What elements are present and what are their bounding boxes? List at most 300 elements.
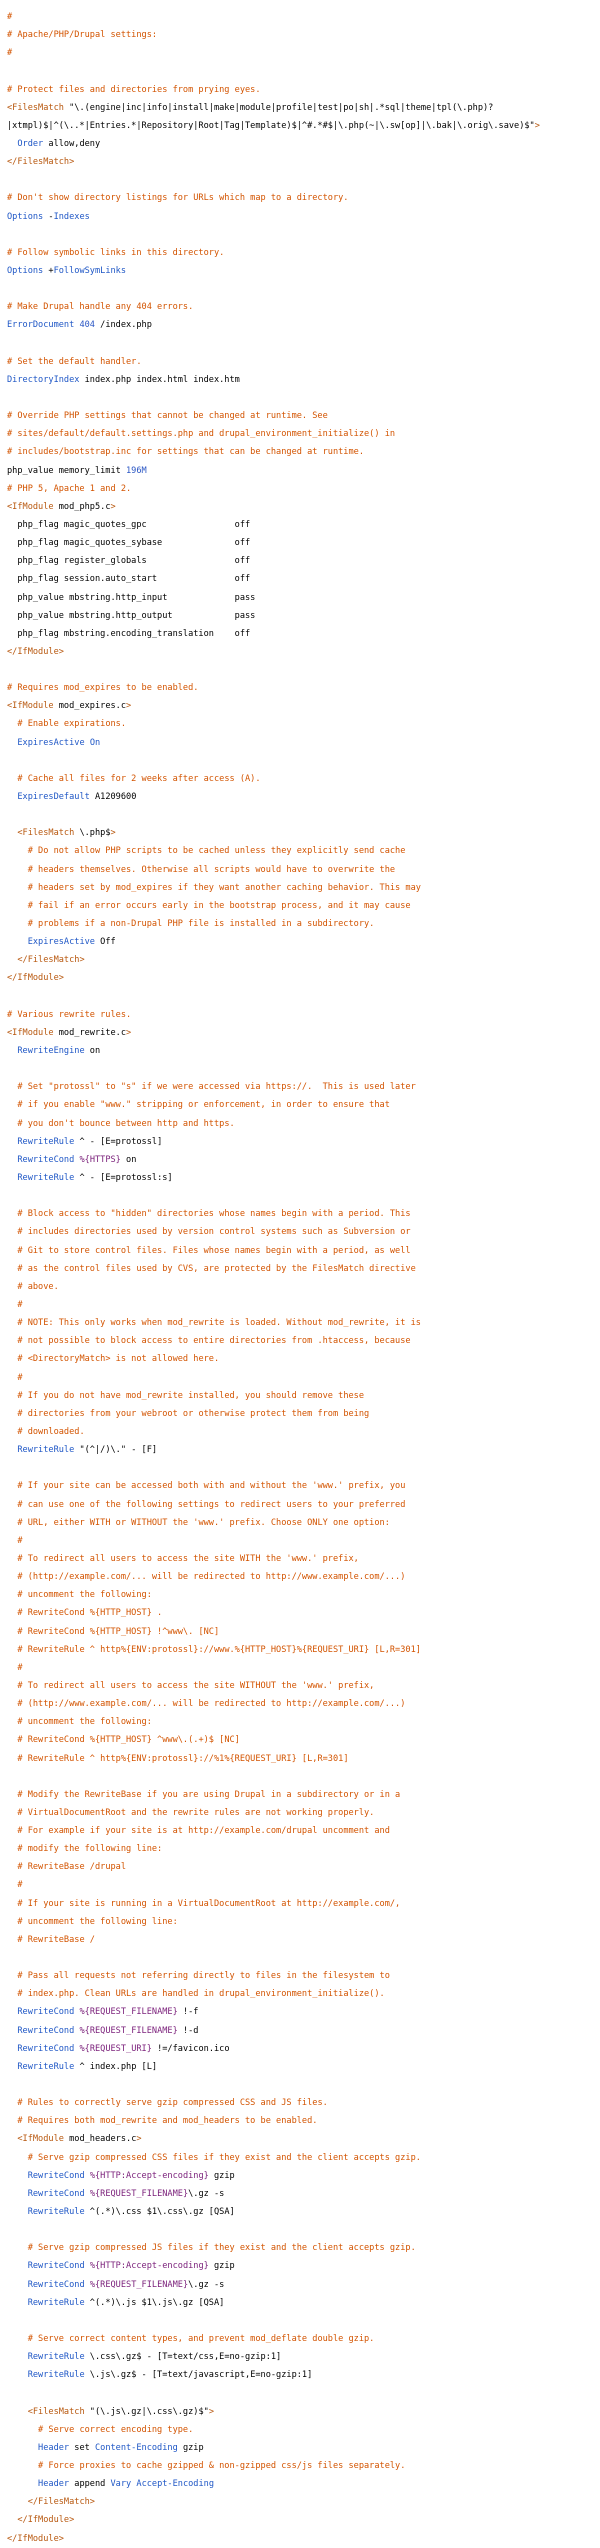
code-line [7,861,590,879]
text-token: gzip [208,2261,235,2272]
code-line [7,1096,590,1114]
text-token [7,937,28,947]
text-token [7,792,17,802]
tag-token: <IfModule [7,701,54,712]
code-line [7,1496,590,1514]
code-line [7,2330,590,2348]
text-token: "\.(engine|inc|info|install|make|module|profile|test|po|sh|.*sql|theme|tpl(\.php)? [63,102,494,113]
text-token [7,1935,17,1945]
text-token: ^(.*)\.js $1\.js\.gz [QSA] [84,2297,225,2308]
text-token [7,1645,17,1655]
comment-token: # fail if an error occurs early in the bootstrap process, and it may cause [27,900,411,911]
code-line [7,1187,590,1205]
comment-token: # not possible to block access to entire directories from .htaccess, because [17,1336,411,1347]
tag-token: </IfModule> [7,2533,64,2544]
text-token [7,2425,38,2435]
comment-token: # Cache all files for 2 weeks after access (A). [17,773,261,784]
code-line [7,1260,590,1278]
text-token: |xtmpl)$|^(\..*|Entries.*|Repository|Root|Tag|Template)$|^#.*#$|\.php(~|\.sw[op]|\.bak|\.orig\.save)$" [7,120,535,131]
comment-token: # Set the default handler. [7,356,142,367]
code-line [7,1967,590,1985]
code-line [7,1115,590,1133]
code-line [7,879,590,897]
code-line [7,1332,590,1350]
text-token: mod_php5.c [53,501,111,512]
text-token [7,1754,17,1764]
text-token [7,2352,28,2362]
tag-token: <FilesMatch [7,102,64,113]
code-line [7,226,590,244]
tag-token: <IfModule [7,501,54,512]
text-token: php_value memory_limit [7,465,126,476]
text-token [7,1536,17,1546]
comment-token: # Serve gzip compressed JS files if they exist and the client accepts gzip. [27,2243,416,2254]
text-token [7,1481,17,1491]
code-line [7,2493,590,2511]
text-token: Off [94,937,116,948]
code-line [7,1169,590,1187]
directive-token: RewriteRule [17,2061,75,2072]
comment-token: # if you enable "www." stripping or enforcement, in order to ensure that [17,1100,390,1111]
code-line [7,1423,590,1441]
directive-token: RewriteEngine [17,1046,85,1057]
text-token [7,2497,28,2507]
code-line [7,1078,590,1096]
text-token [7,1082,17,1092]
code-line [7,1133,590,1151]
comment-token: # can use one of the following settings to redirect users to your preferred [17,1499,406,1510]
code-line [7,99,590,117]
variable-token: %{REQUEST_FILENAME} [79,2007,178,2018]
text-token [7,139,17,149]
comment-token: # RewriteCond %{HTTP_HOST} . [17,1608,163,1619]
code-line [7,752,590,770]
comment-token: # [7,48,13,59]
tag-token: > [126,701,132,712]
text-token: gzip [208,2170,235,2181]
comment-token: # index.php. Clean URLs are handled in drupal_environment_initialize(). [17,1989,385,2000]
directive-token: RewriteCond [27,2170,85,2181]
code-line [7,2203,590,2221]
text-token: set [69,2442,95,2453]
code-line [7,425,590,443]
comment-token: # includes directories used by version control systems such as Subversion or [17,1227,411,1238]
text-token: ^ - [E=protossl:s] [74,1173,173,1183]
directive-token: RewriteCond [17,1154,75,1165]
tag-token: <IfModule [7,1027,54,1038]
code-line [7,280,590,298]
code-line [7,988,590,1006]
text-token [7,1681,17,1691]
code-line [7,1441,590,1459]
code-line [7,2276,590,2294]
comment-token: # (http://example.com/... will be redirected to http://www.example.com/...) [17,1572,406,1583]
code-line [7,2058,590,2076]
text-token: \.gz -s [188,2188,225,2199]
code-line [7,26,590,44]
text-token [7,1717,17,1727]
comment-token: # If you do not have mod_rewrite installed, you should remove these [17,1390,365,1401]
text-token: append [69,2479,111,2490]
code-line [7,715,590,733]
comment-token: # Serve gzip compressed CSS files if they exist and the client accepts gzip. [27,2152,421,2163]
comment-token: # Set "protossl" to "s" if we were accessed via https://. This is used later [17,1082,416,1093]
text-token [7,1899,17,1909]
code-line [7,2421,590,2439]
text-token [7,2334,28,2344]
comment-token: # RewriteRule ^ http%{ENV:protossl}://www.%{HTTP_HOST}%{REQUEST_URI} [L,R=301] [17,1644,421,1655]
directive-token: FollowSymLinks [53,265,127,276]
text-token [7,2171,28,2181]
text-token [7,1264,17,1274]
comment-token: # directories from your webroot or otherwise protect them from being [17,1408,370,1419]
text-token [7,1844,17,1854]
code-line [7,1731,590,1749]
comment-token: # uncomment the following line: [17,1916,178,1927]
comment-token: # uncomment the following: [17,1717,152,1728]
text-token [7,1572,17,1582]
text-token [7,2515,17,2525]
text-token: !-f [177,2007,199,2018]
comment-token: # If your site can be accessed both with and without the 'www.' prefix, you [17,1481,406,1492]
code-line [7,1151,590,1169]
code-line [7,1913,590,1931]
text-token [7,2189,28,2199]
directive-token: RewriteCond [27,2188,85,2199]
text-token [7,2098,17,2108]
code-line [7,1949,590,1967]
code-line [7,353,590,371]
text-token [7,1808,17,1818]
text-token [7,1608,17,1618]
text-token [7,846,28,856]
code-line [7,2185,590,2203]
code-line [7,1532,590,1550]
text-token: mod_rewrite.c [53,1027,127,1038]
directive-token: RewriteCond [27,2279,85,2290]
code-line [7,2511,590,2529]
text-token: php_flag register_globals off [7,556,251,567]
code-line [7,1822,590,1840]
code-line [7,2022,590,2040]
tag-token: > [136,2134,142,2145]
code-line [7,806,590,824]
text-token [7,1373,17,1383]
text-token: \.php$ [74,828,111,839]
code-line [7,897,590,915]
comment-token: # RewriteRule ^ http%{ENV:protossl}://%1%{REQUEST_URI} [L,R=301] [17,1753,349,1764]
code-line [7,1350,590,1368]
code-line [7,933,590,951]
comment-token: # Override PHP settings that cannot be changed at runtime. See [7,411,328,422]
text-token [7,738,17,748]
text-token [7,865,28,875]
comment-token: # includes/bootstrap.inc for settings that can be changed at runtime. [7,447,364,458]
code-line [7,2294,590,2312]
comment-token: # Pass all requests not referring directly to files in the filesystem to [17,1971,390,1982]
text-token: ^ - [E=protossl] [74,1136,163,1147]
code-line [7,244,590,262]
text-token: !=/favicon.ico [151,2043,230,2054]
comment-token: # uncomment the following: [17,1590,152,1601]
code-line [7,1623,590,1641]
directive-token: RewriteCond [17,2025,75,2036]
comment-token: # [17,1299,23,1310]
tag-token: <FilesMatch [27,2406,85,2417]
code-line [7,1876,590,1894]
code-line [7,1768,590,1786]
tag-token: </IfModule> [7,973,64,984]
directive-token: Order [17,138,44,149]
code-line [7,2439,590,2457]
code-line [7,770,590,788]
code-line [7,516,590,534]
text-token: mod_expires.c [53,701,127,712]
code-line [7,2094,590,2112]
text-token [7,2134,17,2144]
text-token: ^ index.php [L] [74,2061,158,2072]
directive-token: DirectoryIndex [7,374,80,385]
comment-token: # PHP 5, Apache 1 and 2. [7,483,132,494]
code-line [7,1604,590,1622]
comment-token: # you don't bounce between http and https. [17,1118,235,1129]
text-token [7,2026,17,2036]
directive-token: Header [38,2442,70,2453]
text-token [7,1046,17,1056]
variable-token: %{REQUEST_FILENAME} [89,2188,189,2199]
text-token: !-d [177,2025,199,2036]
number-token: 196M [126,465,147,476]
directive-token: RewriteCond [27,2261,85,2272]
text-token: /index.php [94,320,152,331]
code-line [7,298,590,316]
variable-token: %{REQUEST_FILENAME} [79,2025,178,2036]
text-token [7,2479,38,2489]
text-token [7,1409,17,1419]
directive-token: Header [38,2479,70,2490]
code-line [7,2167,590,2185]
text-token [7,1227,17,1237]
code-line [7,153,590,171]
code-line [7,534,590,552]
code-line [7,1060,590,1078]
text-token: - [43,211,54,222]
tag-token: > [110,828,116,839]
text-token [7,1209,17,1219]
text-token [7,2116,17,2126]
text-token [7,1989,17,1999]
code-line [7,643,590,661]
text-token [7,1917,17,1927]
code-line [7,1641,590,1659]
code-line [7,407,590,425]
code-line [7,44,590,62]
text-token [7,1155,17,1165]
code-line [7,2221,590,2239]
text-token [7,1518,17,1528]
comment-token: # Block access to "hidden" directories whose names begin with a period. This [17,1209,411,1220]
text-token [7,883,28,893]
directive-token: Content-Encoding [94,2442,178,2453]
text-token [7,1427,17,1437]
comment-token: # RewriteCond %{HTTP_HOST} ^www\.(.+)$ [NC] [17,1735,240,1746]
comment-token: # For example if your site is at http://example.com/drupal uncomment and [17,1826,390,1837]
code-line [7,81,590,99]
code-line [7,1677,590,1695]
code-line [7,1205,590,1223]
directive-token: RewriteRule [27,2297,85,2308]
code-line [7,2530,590,2548]
comment-token: # Do not allow PHP scripts to be cached unless they explicitly send cache [27,846,406,857]
text-token [7,774,17,784]
code-line [7,2149,590,2167]
text-token [7,1862,17,1872]
text-token [7,1246,17,1256]
code-line [7,2475,590,2493]
comment-token: # downloaded. [17,1426,85,1437]
directive-token: ExpiresDefault [17,792,90,803]
text-token [7,1100,17,1110]
comment-token: # VirtualDocumentRoot and the rewrite rules are not working properly. [17,1807,375,1818]
tag-token: > [126,1027,132,1038]
code-line [7,1477,590,1495]
text-token: \.gz -s [188,2279,225,2290]
text-token [7,1318,17,1328]
comment-token: # [17,1662,23,1673]
code-line [7,734,590,752]
text-token: \.css\.gz$ - [T=text/css,E=no-gzip:1] [84,2352,282,2363]
comment-token: # Modify the RewriteBase if you are using Drupal in a subdirectory or in a [17,1789,401,1800]
code-line [7,607,590,625]
code-line [7,2040,590,2058]
code-line [7,1985,590,2003]
text-token [7,1500,17,1510]
comment-token: # URL, either WITH or WITHOUT the 'www.' prefix. Choose ONLY one option: [17,1517,390,1528]
comment-token: # Protect files and directories from prying eyes. [7,84,261,95]
code-line [7,1568,590,1586]
code-line [7,8,590,26]
text-token [7,1880,17,1890]
text-token: \.js\.gz$ - [T=text/javascript,E=no-gzip:1] [84,2370,313,2381]
code-line [7,625,590,643]
code-line [7,189,590,207]
text-token [7,1445,17,1455]
text-token [7,1627,17,1637]
directive-token: RewriteCond [17,2007,75,2018]
text-token [7,2062,17,2072]
variable-token: %{REQUEST_URI} [79,2043,152,2054]
text-token [7,2298,28,2308]
tag-token: </FilesMatch> [17,955,85,966]
comment-token: # headers themselves. Otherwise all scripts would have to overwrite the [27,864,396,875]
directive-token: Options [7,265,44,276]
text-token: + [43,265,54,276]
comment-token: # Enable expirations. [17,719,127,730]
code-line [7,1242,590,1260]
text-token [7,2370,28,2380]
code-line [7,2130,590,2148]
tag-token: <FilesMatch [17,828,75,839]
code-line [7,1895,590,1913]
comment-token: # as the control files used by CVS, are protected by the FilesMatch directive [17,1263,416,1274]
text-token: mod_headers.c [63,2134,137,2145]
directive-token: RewriteRule [27,2370,85,2381]
code-line [7,389,590,407]
text-token: php_value mbstring.http_output pass [7,610,256,621]
text-token [7,828,17,838]
code-line [7,679,590,697]
text-token: php_flag mbstring.encoding_translation off [7,628,251,639]
code-line [7,1931,590,1949]
directive-token: Indexes [53,211,90,222]
text-token [7,1971,17,1981]
code-line [7,915,590,933]
comment-token: # <DirectoryMatch> is not allowed here. [17,1354,220,1365]
code-line [7,371,590,389]
text-token [7,2407,28,2417]
code-line [7,1387,590,1405]
code-line [7,2076,590,2094]
code-line [7,2003,590,2021]
code-line [7,1695,590,1713]
code-line [7,824,590,842]
code-line [7,335,590,353]
tag-token: <IfModule [17,2134,64,2145]
comment-token: # Requires both mod_rewrite and mod_headers to be enabled. [17,2116,318,2127]
text-token [7,901,28,911]
directive-token: RewriteRule [17,1445,75,1456]
code-line [7,570,590,588]
code-line [7,135,590,153]
directive-token: Accept-Encoding [136,2479,214,2490]
comment-token: # [17,1372,23,1383]
code-line [7,661,590,679]
comment-token: # headers set by mod_expires if they want another caching behavior. This may [27,882,421,893]
comment-token: # NOTE: This only works when mod_rewrite is loaded. Without mod_rewrite, it is [17,1318,421,1329]
code-line [7,2403,590,2421]
comment-token: # Git to store control files. Files whose names begin with a period, as well [17,1245,411,1256]
text-token [7,1137,17,1147]
code-line [7,589,590,607]
comment-token: # (http://www.example.com/... will be redirected to http://example.com/...) [17,1699,406,1710]
comment-token: # [17,1535,23,1546]
tag-token: </FilesMatch> [7,157,75,168]
tag-token: </IfModule> [7,646,64,657]
comment-token: # modify the following line: [17,1844,163,1855]
directive-token: RewriteRule [17,1173,75,1183]
directive-token: RewriteRule [17,1136,75,1147]
code-line [7,1314,590,1332]
code-line [7,117,590,135]
directive-token: ErrorDocument [7,320,75,331]
text-token: A1209600 [89,792,137,803]
text-token: php_flag session.auto_start off [7,574,251,585]
code-line [7,969,590,987]
comment-token: # Requires mod_expires to be enabled. [7,683,199,694]
comment-token: # Apache/PHP/Drupal settings: [7,30,158,41]
code-line [7,171,590,189]
comment-token: # Serve correct encoding type. [38,2424,194,2435]
comment-token: # Serve correct content types, and prevent mod_deflate double gzip. [27,2334,375,2344]
text-token: php_flag magic_quotes_gpc off [7,519,251,530]
code-line [7,262,590,280]
code-line [7,1713,590,1731]
text-token [7,1336,17,1346]
code-line [7,1804,590,1822]
text-token [7,1173,17,1183]
comment-token: # Don't show directory listings for URLs which map to a directory. [7,193,349,204]
text-token: ^(.*)\.css $1\.css\.gz [QSA] [84,2207,235,2218]
